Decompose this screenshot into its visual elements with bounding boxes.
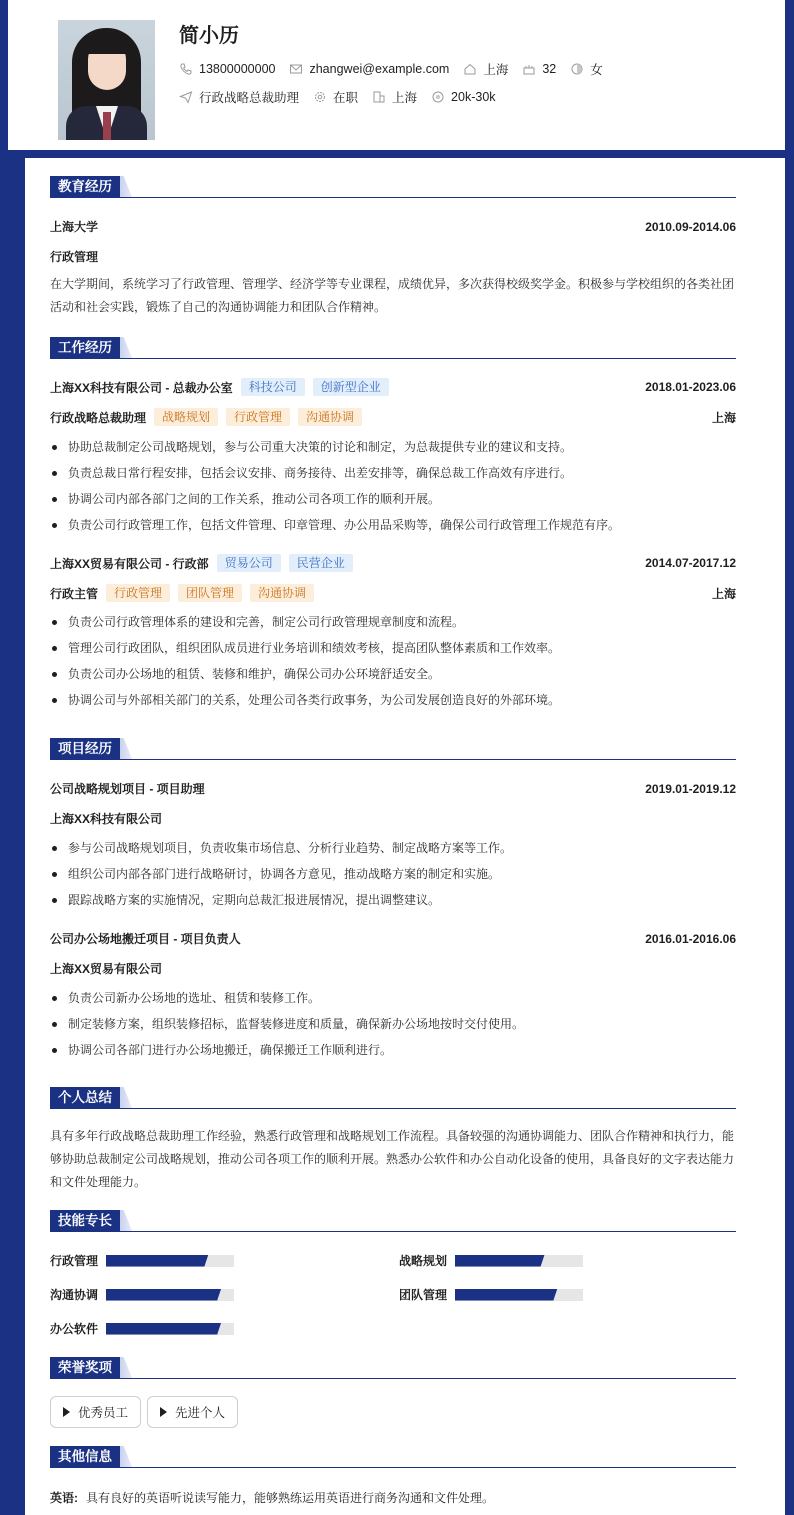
frame-left-lower-accent bbox=[0, 158, 25, 1515]
frame-right-accent bbox=[785, 0, 794, 1515]
section-projects-title: 项目经历 bbox=[50, 738, 736, 760]
award-label: 先进个人 bbox=[175, 1406, 226, 1420]
project-bullets bbox=[50, 835, 736, 913]
project-period: 2016.01-2016.06 bbox=[645, 931, 736, 946]
project-title: 公司办公场地搬迁项目 - 项目负责人 bbox=[50, 932, 241, 946]
education-period: 2010.09-2014.06 bbox=[645, 219, 736, 234]
project-title-row bbox=[50, 780, 736, 797]
list-item: 组织公司内部各部门进行战略研讨，协调各方意见，推动战略方案的制定和实施。 bbox=[50, 861, 736, 887]
candidate-name: 简小历 bbox=[179, 25, 239, 47]
section-education-title: 教育经历 bbox=[50, 176, 736, 198]
skill-item bbox=[50, 1252, 234, 1269]
work-role-row bbox=[50, 583, 736, 603]
target-city-text: 上海 bbox=[392, 91, 418, 105]
award-chip bbox=[50, 1396, 141, 1428]
work-company-row bbox=[50, 553, 736, 573]
play-icon bbox=[63, 1407, 70, 1417]
skill-bar-fill bbox=[106, 1255, 208, 1267]
skill-name: 办公软件 bbox=[50, 1322, 99, 1336]
city-text: 上海 bbox=[483, 63, 509, 77]
company-tag: 创新型企业 bbox=[313, 378, 389, 396]
list-item: 跟踪战略方案的实施情况，定期向总裁汇报进展情况，提出调整建议。 bbox=[50, 887, 736, 913]
home-icon bbox=[463, 62, 477, 76]
age-text: 32 bbox=[542, 62, 557, 76]
other-text: 具有良好的英语听说读写能力，能够熟练运用英语进行商务沟通和文件处理。 bbox=[86, 1491, 495, 1505]
project-period: 2019.01-2019.12 bbox=[645, 781, 736, 796]
salary-text: 20k-30k bbox=[451, 90, 496, 104]
salary-icon bbox=[431, 90, 445, 104]
skill-name: 行政管理 bbox=[50, 1254, 99, 1268]
list-item: 管理公司行政团队，组织团队成员进行业务培训和绩效考核，提高团队整体素质和工作效率。 bbox=[50, 635, 736, 661]
skill-bar bbox=[106, 1255, 234, 1267]
work-period: 2014.07-2017.12 bbox=[645, 556, 736, 570]
project-company-row bbox=[50, 810, 736, 827]
work-bullets bbox=[50, 434, 736, 538]
skill-bar-fill bbox=[106, 1289, 221, 1301]
list-item: 负责公司办公场地的租赁、装修和维护，确保公司办公环境舒适安全。 bbox=[50, 661, 736, 687]
work-period: 2018.01-2023.06 bbox=[645, 380, 736, 394]
section-work-title: 工作经历 bbox=[50, 337, 736, 359]
skill-bar-fill bbox=[455, 1289, 557, 1301]
skill-name: 沟通协调 bbox=[50, 1288, 99, 1302]
project-company: 上海XX贸易有限公司 bbox=[50, 962, 163, 976]
list-item: 制定装修方案，组织装修招标，监督装修进度和质量，确保新办公场地按时交付使用。 bbox=[50, 1011, 736, 1037]
frame-left-accent bbox=[0, 0, 8, 158]
frame-divider-bar bbox=[0, 150, 794, 158]
summary-text: 具有多年行政战略总裁助理工作经验，熟悉行政管理和战略规划工作流程。具备较强的沟通协调能力、团队合作精神和执行力，能够协助总裁制定公司战略规划，推动公司各项工作的顺利开展。熟悉办公软件和办公自动化设备的使用，具备良好的文字表达能力和文件处理能力。 bbox=[50, 1129, 735, 1189]
skill-item bbox=[50, 1320, 234, 1337]
skill-item bbox=[399, 1286, 583, 1303]
list-item: 负责公司新办公场地的选址、租赁和装修工作。 bbox=[50, 985, 736, 1011]
project-bullets bbox=[50, 985, 736, 1063]
gender-text: 女 bbox=[590, 63, 603, 77]
resume-header bbox=[8, 0, 785, 150]
role-tag: 战略规划 bbox=[154, 408, 218, 426]
status-gear-icon bbox=[313, 90, 327, 104]
education-school-row bbox=[50, 218, 736, 235]
list-item: 负责公司行政管理体系的建设和完善，制定公司行政管理规章制度和流程。 bbox=[50, 609, 736, 635]
email-text: zhangwei@example.com bbox=[309, 62, 450, 76]
work-role-row bbox=[50, 407, 736, 427]
skill-name: 战略规划 bbox=[399, 1254, 448, 1268]
status-text: 在职 bbox=[333, 91, 359, 105]
company-tag: 民营企业 bbox=[289, 554, 353, 572]
skill-bar bbox=[455, 1255, 583, 1267]
role-tag: 行政管理 bbox=[106, 584, 170, 602]
work-company-row bbox=[50, 377, 736, 397]
email-icon bbox=[289, 62, 303, 76]
education-major-row bbox=[50, 248, 736, 265]
company-tag: 贸易公司 bbox=[217, 554, 281, 572]
award-label: 优秀员工 bbox=[78, 1406, 129, 1420]
work-company: 上海XX科技有限公司 - 总裁办公室 bbox=[50, 380, 233, 395]
project-company-row bbox=[50, 960, 736, 977]
work-role: 行政战略总裁助理 bbox=[50, 410, 147, 425]
age-icon bbox=[522, 62, 536, 76]
role-tag: 沟通协调 bbox=[298, 408, 362, 426]
section-other-title: 其他信息 bbox=[50, 1446, 736, 1468]
work-location: 上海 bbox=[711, 410, 736, 425]
skill-item bbox=[399, 1252, 583, 1269]
skill-bar bbox=[106, 1289, 234, 1301]
skill-bar bbox=[106, 1323, 234, 1335]
skill-item bbox=[50, 1286, 234, 1303]
work-company: 上海XX贸易有限公司 - 行政部 bbox=[50, 556, 209, 571]
list-item: 协助总裁制定公司战略规划，参与公司重大决策的讨论和制定，为总裁提供专业的建议和支持。 bbox=[50, 434, 736, 460]
work-location: 上海 bbox=[711, 586, 736, 601]
role-tag: 团队管理 bbox=[178, 584, 242, 602]
target-job-text: 行政战略总裁助理 bbox=[199, 91, 300, 105]
education-description: 在大学期间，系统学习了行政管理、管理学、经济学等专业课程，成绩优异，多次获得校级奖学金。积极参与学校组织的各类社团活动和社会实践，锻炼了自己的沟通协调能力和团队合作精神。 bbox=[50, 277, 735, 314]
building-icon bbox=[372, 90, 386, 104]
job-intent-row bbox=[179, 88, 510, 106]
list-item: 负责公司行政管理工作，包括文件管理、印章管理、办公用品采购等，确保公司行政管理工作规范有序。 bbox=[50, 512, 736, 538]
award-chip bbox=[147, 1396, 238, 1428]
play-icon bbox=[160, 1407, 167, 1417]
section-awards-title: 荣誉奖项 bbox=[50, 1357, 736, 1379]
list-item: 协调公司与外部相关部门的关系，处理公司各类行政事务，为公司发展创造良好的外部环境。 bbox=[50, 687, 736, 713]
role-tag: 沟通协调 bbox=[250, 584, 314, 602]
list-item: 协调公司内部各部门之间的工作关系，推动公司各项工作的顺利开展。 bbox=[50, 486, 736, 512]
send-icon bbox=[179, 90, 193, 104]
phone-icon bbox=[179, 62, 193, 76]
education-school: 上海大学 bbox=[50, 220, 99, 234]
company-tag: 科技公司 bbox=[241, 378, 305, 396]
skill-bar-fill bbox=[106, 1323, 221, 1335]
list-item: 参与公司战略规划项目，负责收集市场信息、分析行业趋势、制定战略方案等工作。 bbox=[50, 835, 736, 861]
work-role: 行政主管 bbox=[50, 586, 99, 601]
project-title-row bbox=[50, 930, 736, 947]
list-item: 负责总裁日常行程安排，包括会议安排、商务接待、出差安排等，确保总裁工作高效有序进行。 bbox=[50, 460, 736, 486]
phone-text: 13800000000 bbox=[199, 62, 276, 76]
education-major: 行政管理 bbox=[50, 250, 99, 264]
project-company: 上海XX科技有限公司 bbox=[50, 812, 163, 826]
section-skills-title: 技能专长 bbox=[50, 1210, 736, 1232]
skill-bar-fill bbox=[455, 1255, 545, 1267]
contact-row bbox=[179, 60, 617, 78]
project-title: 公司战略规划项目 - 项目助理 bbox=[50, 782, 205, 796]
skill-name: 团队管理 bbox=[399, 1288, 448, 1302]
list-item: 协调公司各部门进行办公场地搬迁，确保搬迁工作顺利进行。 bbox=[50, 1037, 736, 1063]
other-label: 英语: bbox=[50, 1491, 78, 1505]
gender-icon bbox=[570, 62, 584, 76]
role-tag: 行政管理 bbox=[226, 408, 290, 426]
section-summary-title: 个人总结 bbox=[50, 1087, 736, 1109]
skill-bar bbox=[455, 1289, 583, 1301]
profile-photo bbox=[58, 20, 155, 140]
work-bullets bbox=[50, 609, 736, 713]
other-info-row bbox=[50, 1489, 736, 1506]
